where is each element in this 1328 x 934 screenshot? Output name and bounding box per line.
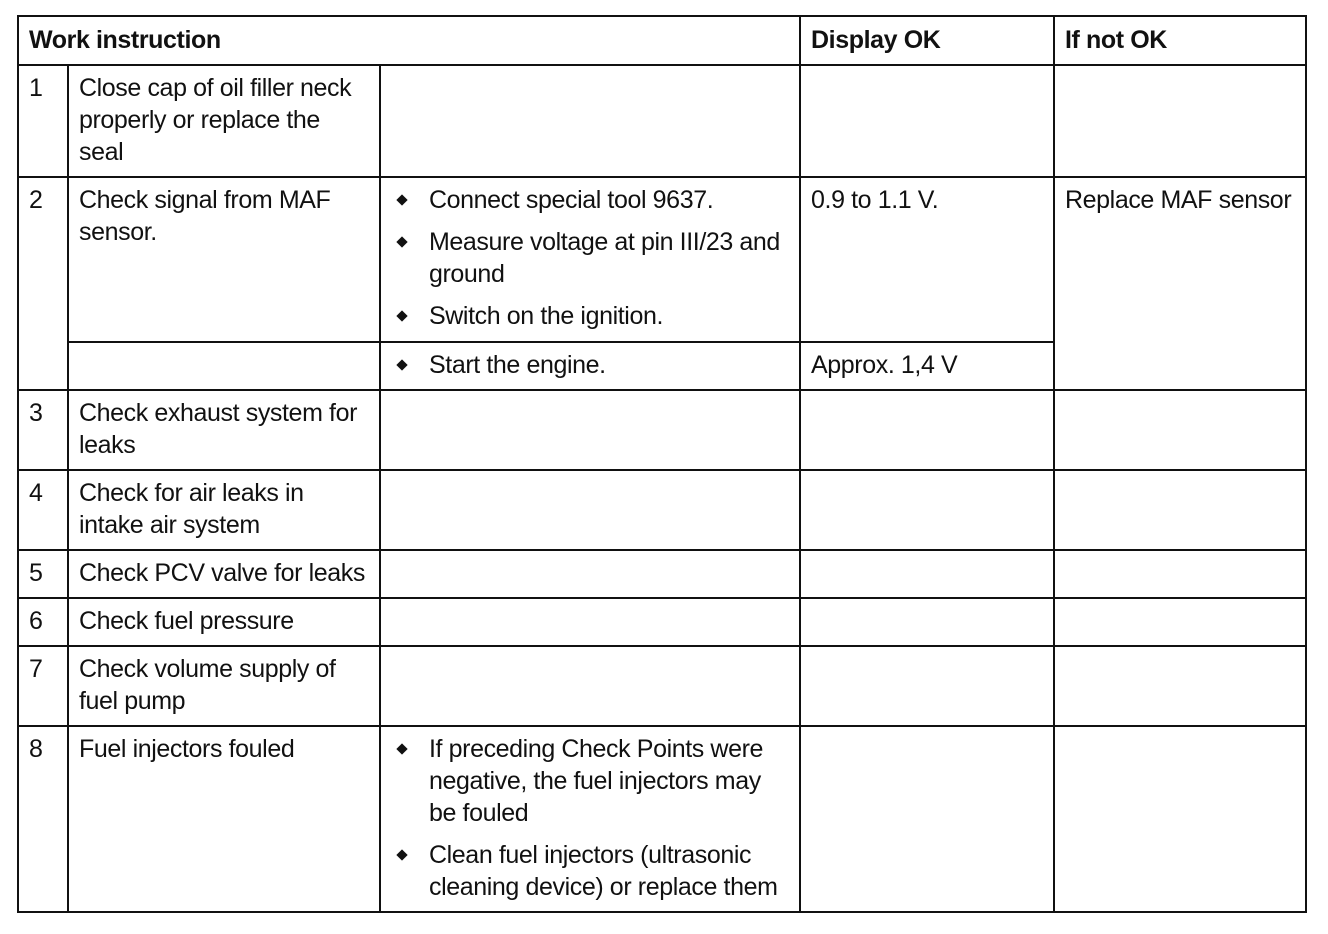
row-number: 3	[18, 390, 68, 470]
row-number: 5	[18, 550, 68, 598]
table-row	[18, 177, 1306, 342]
table-row	[18, 470, 1306, 550]
bullet-diamond-icon	[396, 849, 407, 860]
row-if-not-ok	[1054, 470, 1306, 550]
row-if-not-ok	[1054, 550, 1306, 598]
row-instruction: Check volume supply of fuel pump	[68, 646, 380, 726]
row-steps	[380, 726, 800, 912]
row-steps	[380, 390, 800, 470]
header-if-not-ok: If not OK	[1054, 16, 1306, 65]
header-display-ok: Display OK	[800, 16, 1054, 65]
row-number: 2	[18, 177, 68, 390]
bullet-diamond-icon	[396, 194, 407, 205]
bullet-diamond-icon	[396, 310, 407, 321]
row-if-not-ok	[1054, 646, 1306, 726]
row-steps	[380, 550, 800, 598]
list-item: Switch on the ignition.	[391, 300, 789, 332]
row-instruction: Check fuel pressure	[68, 598, 380, 646]
row-number: 6	[18, 598, 68, 646]
row-steps	[380, 598, 800, 646]
row-display-ok	[800, 646, 1054, 726]
row-steps	[380, 342, 800, 390]
step-list	[391, 733, 789, 903]
row-instruction: Check exhaust system for leaks	[68, 390, 380, 470]
row-if-not-ok	[1054, 390, 1306, 470]
list-item: If preceding Check Points were negative, the fuel injectors may be fouled	[391, 733, 789, 829]
row-if-not-ok	[1054, 65, 1306, 177]
row-steps	[380, 177, 800, 342]
work-instruction-table	[17, 15, 1307, 913]
bullet-diamond-icon	[396, 359, 407, 370]
row-if-not-ok	[1054, 598, 1306, 646]
bullet-diamond-icon	[396, 236, 407, 247]
row-display-ok	[800, 726, 1054, 912]
row-instruction: Check signal from MAF sensor.	[68, 177, 380, 342]
list-item: Clean fuel injectors (ultrasonic cleaning device) or replace them	[391, 839, 789, 903]
row-number: 8	[18, 726, 68, 912]
bullet-diamond-icon	[396, 743, 407, 754]
table-row	[18, 65, 1306, 177]
row-display-ok: 0.9 to 1.1 V.	[800, 177, 1054, 342]
row-display-ok	[800, 598, 1054, 646]
list-item: Connect special tool 9637.	[391, 184, 789, 216]
table-row	[18, 646, 1306, 726]
header-row	[18, 16, 1306, 65]
list-item: Start the engine.	[391, 349, 789, 381]
row-instruction: Close cap of oil filler neck properly or replace the seal	[68, 65, 380, 177]
row-display-ok: Approx. 1,4 V	[800, 342, 1054, 390]
table-row	[18, 550, 1306, 598]
step-list	[391, 184, 789, 332]
table-row	[18, 598, 1306, 646]
row-number: 7	[18, 646, 68, 726]
row-instruction: Fuel injectors fouled	[68, 726, 380, 912]
row-steps	[380, 65, 800, 177]
row-display-ok	[800, 470, 1054, 550]
table-row	[18, 390, 1306, 470]
row-steps	[380, 470, 800, 550]
row-steps	[380, 646, 800, 726]
table-row	[18, 726, 1306, 912]
step-list	[391, 349, 789, 381]
header-work-instruction: Work instruction	[18, 16, 800, 65]
row-number: 1	[18, 65, 68, 177]
row-if-not-ok	[1054, 726, 1306, 912]
row-number: 4	[18, 470, 68, 550]
list-item: Measure voltage at pin III/23 and ground	[391, 226, 789, 290]
row-display-ok	[800, 550, 1054, 598]
row-instruction: Check PCV valve for leaks	[68, 550, 380, 598]
row-instruction: Check for air leaks in intake air system	[68, 470, 380, 550]
row-display-ok	[800, 390, 1054, 470]
row-if-not-ok: Replace MAF sensor	[1054, 177, 1306, 390]
row-display-ok	[800, 65, 1054, 177]
row-instruction	[68, 342, 380, 390]
